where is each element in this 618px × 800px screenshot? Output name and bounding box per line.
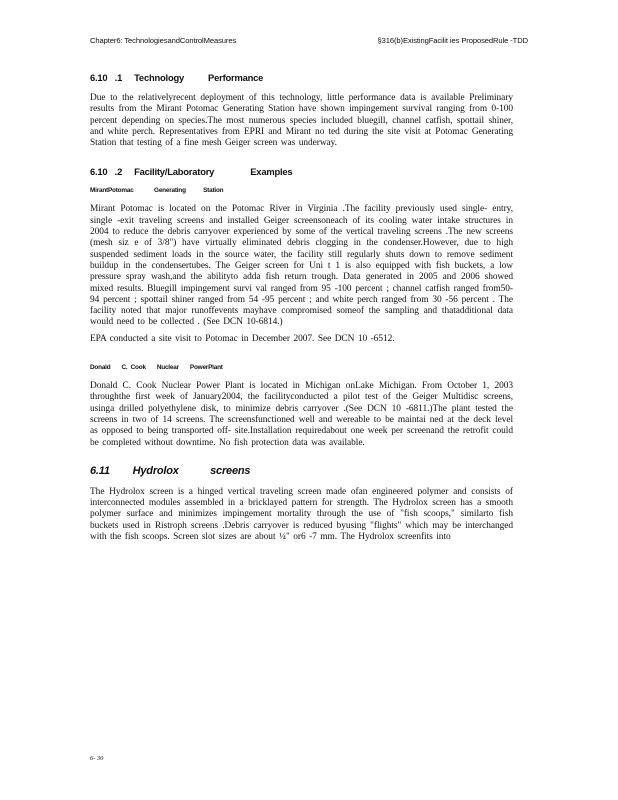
section-heading-6-10-2: 6.10 .2 Facility/Laboratory Examples	[90, 166, 293, 178]
paragraph-epa-site-visit: EPA conducted a site visit to Potomac in December 2007. See DCN 10 -6512.	[90, 333, 395, 344]
section-heading-6-10-1: 6.10 .1 Technology Performance	[90, 72, 264, 83]
header-chapter: Chapter6: TechnologiesandControlMeasures	[90, 36, 237, 45]
subheading-donald-cook: Donald C. Cook Nuclear PowerPlant	[90, 364, 223, 372]
paragraph-technology-performance: Due to the relativelyrecent deployment of this technology, little performance data is available Preliminary results from the Mirant Potomac Generating Station have shown impingement survival ranging from 0-100 percent depending on species.The most numerous species included bluegill, channel catfish, spottail shiner, and white perch. Representatives from EPRI and Mirant no ted during the site visit at Potomac Generating Station that testing of a fine mesh Geiger screen was underway.	[90, 93, 513, 149]
page-number: 6- 30	[90, 755, 104, 762]
paragraph-donald-cook: Donald C. Cook Nuclear Power Plant is located in Michigan onLake Michigan. From October 1, 2003 throughthe first week of January2004, the facilityconducted a pilot test of the Geiger Multidisc screens, usinga drilled polyethylene disk, to minimize debris carryover .(See DCN 10 -6811.)The plant tested the screens in two of 14 screens. The screensfunctioned well and wereable to be maintai ned at the deck level as opposed to being transported off- site.Installation requiredabout one week per screenand the retrofit could be completed without downtime. No fish protection data was available.	[90, 381, 513, 448]
section-heading-6-11: 6.11 Hydrolox screens	[90, 464, 251, 477]
document-body	[90, 72, 513, 543]
header-rule: §316(b)ExistingFacilit ies ProposedRule -TDD	[377, 36, 528, 45]
paragraph-mirant-potomac: Mirant Potomac is located on the Potomac River in Virginia .The facility previously used single- entry, single -exit traveling screens and installed Geiger screensoneach of its cooling water intake structures in 2004 to reduce the debris carryover experienced by some of the vertical traveling screens .The new screens (mesh siz e of 3/8") have virtually eliminated debris clogging in the condenser.However, due to high suspended sediment loads in the source water, the facility still regularly shuts down to remove sediment buildup in the condensertubes. The Geiger screen for Uni t 1 is also equipped with fish buckets, a low pressure spray wash,and the abilityto adda fish return trough. Data generated in 2005 and 2006 showed mixed results. Bluegill impingement survi val ranged from 95 -100 percent ; channel catfish ranged from50-94 percent ; spottail shiner ranged from 54 -95 percent ; and white perch ranged from 30 -56 percent . The facility noted that major runoffevents mayhave compromised someof the sampling and thatadditional data would need to be collected . (See DCN 10-6814.)	[90, 204, 513, 328]
paragraph-hydrolox: The Hydrolox screen is a hinged vertical traveling screen made ofan engineered polymer and consists of interconnected modules assembled in a bricklayed pattern for strength. The Hydrolox screen has a smooth polymer surface and minimizes impingement mortality through the use of "fish scoops," similarto fish buckets used in Ristroph screens .Debris carryover is reduced byusing "flights" which may be interchanged with the fish scoops. Screen slot sizes are about ¼" or6 -7 mm. The Hydrolox screenfits into	[90, 486, 513, 543]
subheading-mirant-potomac: MirantPotomac Generating Station	[90, 187, 224, 195]
page-header	[90, 36, 528, 45]
